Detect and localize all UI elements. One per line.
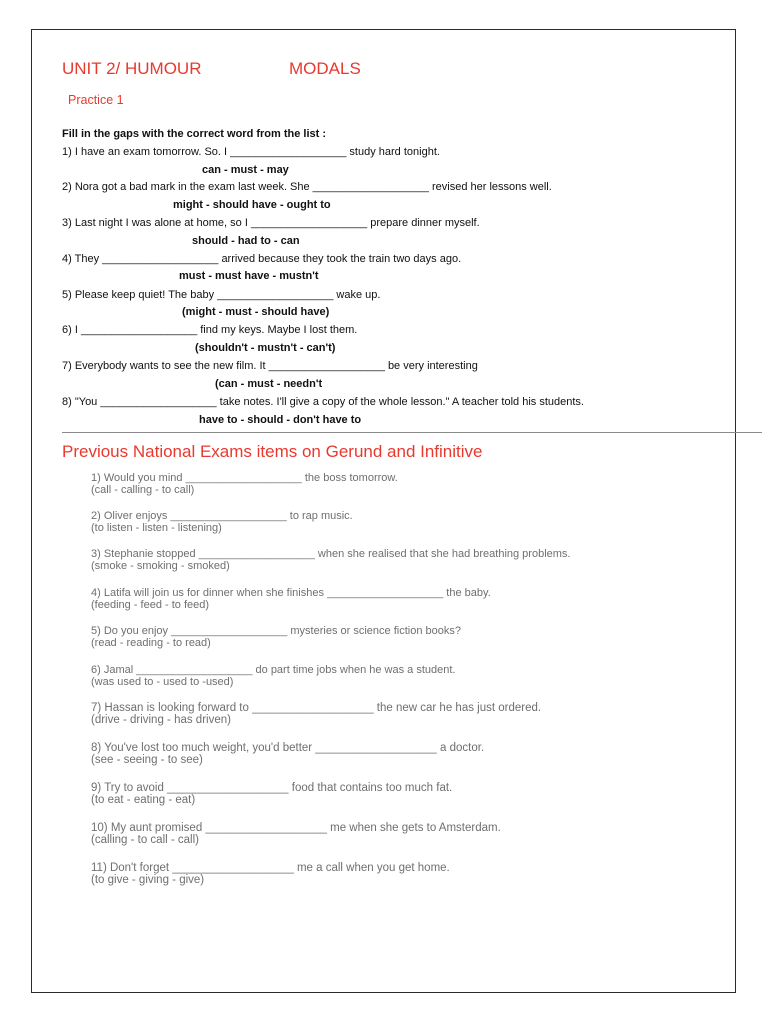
gerund-item-3 [91,548,570,572]
gerund-question: 7) Hassan is looking forward to ___________________ the new car he has just ordered. [91,702,542,714]
gerund-options: (feeding - feed - to feed) [91,599,210,611]
modal-options-2: might - should have - ought to [173,199,331,211]
modal-question-3: 3) Last night I was alone at home, so I ___________________ prepare dinner myself. [62,217,480,229]
unit-title: UNIT 2/ HUMOUR [62,59,202,78]
modal-question-7: 7) Everybody wants to see the new film. It ___________________ be very interesting [62,360,478,372]
gerund-item-8 [91,742,484,766]
gerund-options: (smoke - smoking - smoked) [91,560,230,572]
practice-label: Practice 1 [68,93,124,107]
section-divider [62,432,762,433]
gerund-question: 5) Do you enjoy ___________________ mysteries or science fiction books? [91,625,461,637]
modal-options-6: (shouldn't - mustn't - can't) [195,342,336,354]
gerund-options: (to give - giving - give) [91,874,205,886]
gerund-item-6 [91,664,455,688]
gerund-options: (was used to - used to -used) [91,676,234,688]
gerund-options: (read - reading - to read) [91,637,211,649]
gerund-item-5 [91,625,461,649]
gerund-options: (to eat - eating - eat) [91,794,196,806]
gerund-item-4 [91,587,491,611]
gerund-item-9 [91,782,452,806]
gerund-item-1 [91,472,398,496]
gerund-question: 8) You've lost too much weight, you'd better ___________________ a doctor. [91,742,485,754]
gerund-options: (to listen - listen - listening) [91,522,222,534]
modal-options-1: can - must - may [202,164,289,176]
gerund-question: 11) Don't forget ___________________ me a call when you get home. [91,862,450,874]
gerund-options: (call - calling - to call) [91,484,195,496]
modal-question-2: 2) Nora got a bad mark in the exam last week. She ___________________ revised her lessons well. [62,181,552,193]
modal-question-5: 5) Please keep quiet! The baby ___________________ wake up. [62,289,381,301]
modal-question-8: 8) "You ___________________ take notes. I'll give a copy of the whole lesson." A teacher told his students. [62,396,584,408]
gerund-item-2 [91,510,353,534]
gerund-question: 6) Jamal ___________________ do part time jobs when he was a student. [91,664,456,676]
gerund-question: 3) Stephanie stopped ___________________ when she realised that she had breathing problems. [91,548,571,560]
gerund-options: (drive - driving - has driven) [91,714,231,726]
gerund-question: 1) Would you mind ___________________ the boss tomorrow. [91,472,398,484]
modal-question-6: 6) I ___________________ find my keys. Maybe I lost them. [62,324,358,336]
gerund-question: 2) Oliver enjoys ___________________ to rap music. [91,510,353,522]
modal-question-1: 1) I have an exam tomorrow. So. I ___________________ study hard tonight. [62,146,440,158]
modal-options-7: (can - must - needn't [215,378,323,390]
modal-options-4: must - must have - mustn't [179,270,319,282]
gerund-item-11 [91,862,450,886]
modal-options-5: (might - must - should have) [182,306,330,318]
section2-title: Previous National Exams items on Gerund and Infinitive [62,442,483,461]
gerund-question: 9) Try to avoid ___________________ food that contains too much fat. [91,782,453,794]
modal-options-3: should - had to - can [192,235,300,247]
topic-title: MODALS [289,59,361,78]
gerund-question: 4) Latifa will join us for dinner when she finishes ___________________ the baby. [91,587,491,599]
gerund-options: (calling - to call - call) [91,834,199,846]
gerund-item-10 [91,822,501,846]
gerund-question: 10) My aunt promised ___________________ me when she gets to Amsterdam. [91,822,501,834]
modal-question-4: 4) They ___________________ arrived because they took the train two days ago. [62,253,462,265]
instruction: Fill in the gaps with the correct word from the list : [62,128,327,140]
modal-options-8: have to - should - don't have to [199,414,362,426]
gerund-item-7 [91,702,541,726]
gerund-options: (see - seeing - to see) [91,754,203,766]
